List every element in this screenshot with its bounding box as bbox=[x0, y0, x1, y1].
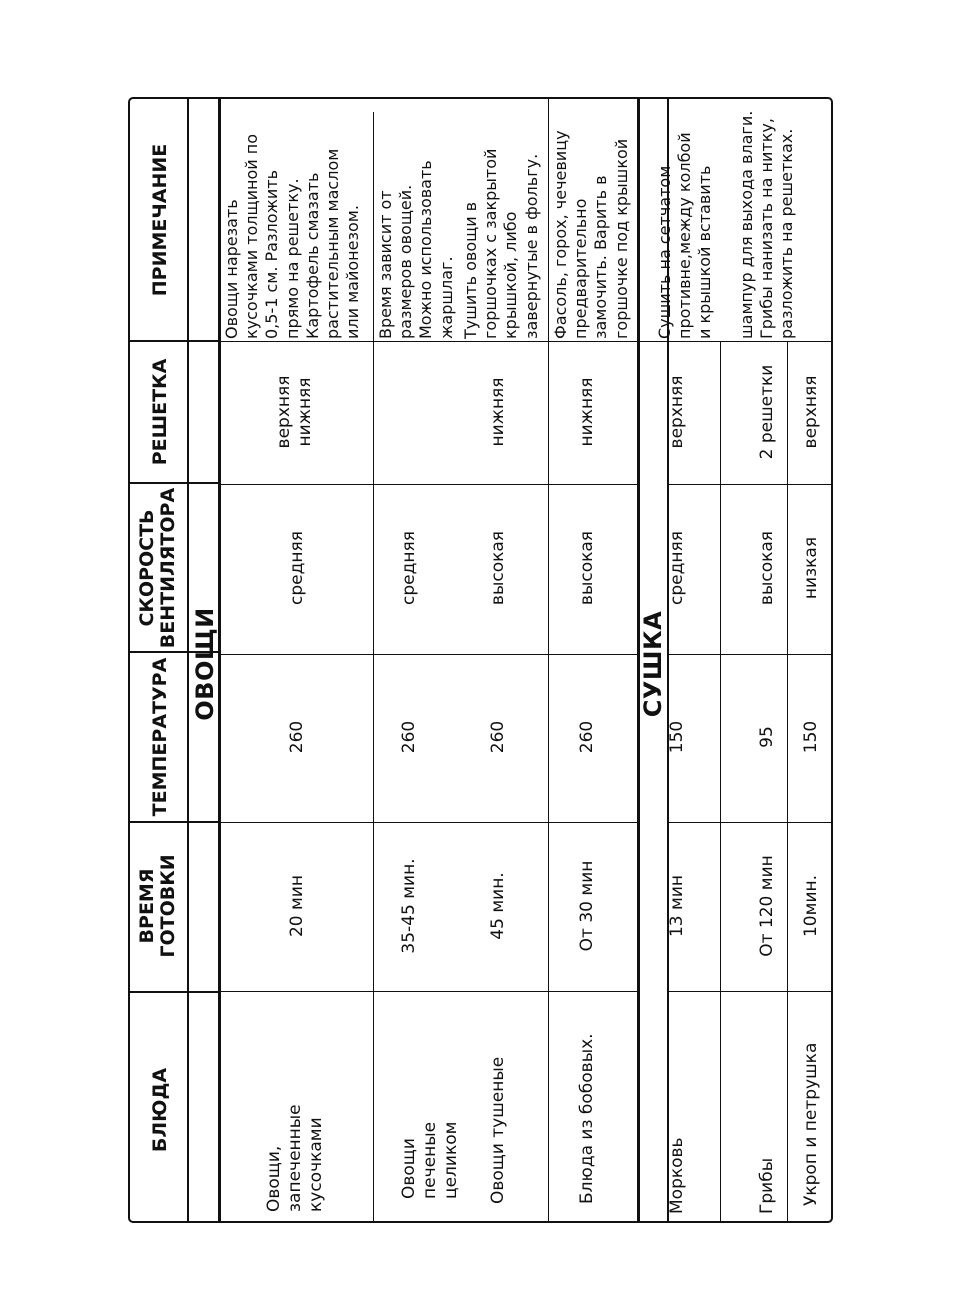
temperature-value: 95 bbox=[756, 726, 777, 748]
temperature-value: 260 bbox=[487, 720, 508, 754]
section-title-drying bbox=[638, 594, 668, 734]
row-divider bbox=[787, 341, 788, 1223]
rack-value: нижняя bbox=[295, 377, 315, 447]
table-cell-rack bbox=[799, 347, 823, 477]
rack-value: нижняя bbox=[576, 377, 597, 447]
temperature-value: 260 bbox=[398, 720, 419, 754]
table-cell-note bbox=[655, 101, 721, 339]
fan-value: низкая bbox=[800, 536, 821, 600]
column-divider bbox=[667, 991, 833, 992]
time-value: От 120 мин bbox=[756, 855, 777, 957]
table-cell-fan bbox=[665, 493, 689, 643]
table-cell-temperature bbox=[397, 662, 421, 812]
header-time bbox=[137, 826, 183, 986]
dish-line: Овощи bbox=[399, 1138, 419, 1199]
rack-value: верхняя bbox=[800, 375, 821, 449]
table-cell-fan bbox=[397, 493, 421, 643]
table-row-dish bbox=[755, 1104, 779, 1214]
note-line: Грибы нанизать на нитку, bbox=[757, 118, 777, 339]
note-line: завернутые в фольгу. bbox=[521, 153, 541, 339]
note-line: Фасоль, горох, чечевицу bbox=[551, 130, 570, 339]
dish-line: Блюда из бобовых. bbox=[576, 1033, 597, 1204]
note-line: разложить на решетках. bbox=[777, 128, 797, 339]
note-line: прямо на решетку. bbox=[282, 178, 302, 339]
column-divider bbox=[219, 654, 637, 655]
row-divider bbox=[720, 341, 721, 1223]
column-divider bbox=[130, 991, 219, 993]
note-line: Тушить овощи в bbox=[461, 201, 480, 339]
table-cell-temperature bbox=[285, 662, 309, 812]
note-line: размеров овощей. bbox=[396, 184, 416, 339]
dish-line: Овощи, bbox=[264, 1145, 284, 1212]
table-cell-note bbox=[461, 101, 547, 339]
table-cell-rack bbox=[665, 347, 689, 477]
time-value: От 30 мин bbox=[576, 860, 597, 952]
dish-line: Укроп и петрушка bbox=[800, 1042, 821, 1206]
table-cell-rack bbox=[575, 347, 599, 477]
note-line: кусочками толщиной по bbox=[242, 134, 262, 339]
column-divider bbox=[667, 822, 833, 823]
table-cell-fan bbox=[486, 493, 510, 643]
table-row-dish bbox=[399, 1053, 461, 1199]
rack-value: нижняя bbox=[487, 377, 508, 447]
table-cell-fan bbox=[799, 493, 823, 643]
header-temperature bbox=[145, 653, 175, 821]
note-line: горшочках с закрытой bbox=[481, 148, 501, 339]
row-divider bbox=[373, 112, 374, 1223]
note-line: Можно использовать bbox=[416, 160, 436, 339]
column-divider bbox=[130, 821, 219, 823]
section-drying-text: СУШКА bbox=[639, 610, 667, 718]
rack-value: верхняя bbox=[666, 375, 687, 449]
time-value: 20 мин bbox=[286, 874, 307, 938]
note-line: Картофель смазать bbox=[302, 172, 322, 339]
column-divider bbox=[219, 341, 833, 342]
dish-line: Грибы bbox=[756, 1157, 777, 1214]
table-cell-temperature bbox=[486, 662, 510, 812]
table-cell-note bbox=[737, 101, 803, 339]
table-cell-fan bbox=[285, 493, 309, 643]
table-cell-fan bbox=[575, 493, 599, 643]
header-note bbox=[145, 105, 175, 335]
fan-value: средняя bbox=[666, 531, 687, 605]
time-value: 45 мин. bbox=[487, 872, 508, 940]
header-time-line1: ВРЕМЯ bbox=[136, 868, 158, 944]
note-line: 0,5-1 см. Разложить bbox=[262, 169, 282, 339]
note-line: Овощи нарезать bbox=[222, 199, 241, 339]
column-divider bbox=[219, 484, 637, 485]
header-rack-text: РЕШЕТКА bbox=[148, 358, 171, 466]
table-row-dish bbox=[264, 1066, 330, 1212]
table-cell-rack bbox=[486, 347, 510, 477]
header-dish-text: БЛЮДА bbox=[148, 1067, 171, 1153]
table-cell-time bbox=[285, 831, 309, 981]
temperature-value: 150 bbox=[666, 720, 687, 754]
table-row-dish bbox=[799, 1016, 823, 1206]
note-line: замочить. Варить в bbox=[591, 175, 611, 339]
temperature-value: 150 bbox=[800, 720, 821, 754]
table-cell-note bbox=[376, 101, 462, 339]
header-divider bbox=[187, 99, 189, 1223]
fan-value: средняя bbox=[286, 531, 307, 605]
rack-value: 2 решетки bbox=[756, 364, 777, 460]
table-cell-time bbox=[799, 831, 823, 981]
dish-line: Овощи тушеные bbox=[487, 1056, 508, 1204]
header-time-line2: ГОТОВКИ bbox=[157, 854, 179, 958]
note-line: Сушить на сетчатом bbox=[655, 165, 674, 339]
temperature-value: 260 bbox=[576, 720, 597, 754]
dish-line: печеные целиком bbox=[420, 1121, 461, 1199]
table-cell-time bbox=[486, 831, 510, 981]
dish-line: Морковь bbox=[666, 1137, 687, 1214]
note-line: крышкой, либо bbox=[501, 211, 521, 339]
table-row-dish bbox=[665, 1084, 689, 1214]
time-value: 10мин. bbox=[800, 874, 821, 938]
column-divider bbox=[667, 654, 833, 655]
table-cell-temperature bbox=[755, 662, 779, 812]
dish-line: кусочками bbox=[306, 1117, 326, 1212]
header-fan-line1: СКОРОСТЬ bbox=[136, 509, 158, 627]
fan-value: высокая bbox=[576, 530, 597, 606]
table-cell-note bbox=[551, 101, 637, 339]
table-cell-time bbox=[665, 831, 689, 981]
table-cell-temperature bbox=[799, 662, 823, 812]
fan-value: средняя bbox=[398, 531, 419, 605]
cooking-table bbox=[128, 97, 833, 1223]
temperature-value: 260 bbox=[286, 720, 307, 754]
header-rack bbox=[145, 342, 175, 482]
header-fan-line2: ВЕНТИЛЯТОРА bbox=[157, 487, 179, 649]
table-cell-time bbox=[397, 831, 421, 981]
header-dish bbox=[140, 1020, 180, 1200]
table-cell-note bbox=[222, 101, 370, 339]
note-line: шампур для выхода влаги. bbox=[737, 110, 756, 339]
rack-value: верхняя bbox=[274, 375, 294, 449]
section-title-vegetables bbox=[190, 594, 220, 734]
header-note-text: ПРИМЕЧАНИЕ bbox=[148, 143, 171, 297]
column-divider bbox=[219, 991, 637, 992]
row-divider bbox=[548, 99, 549, 1223]
section-vegetables-text: ОВОЩИ bbox=[191, 607, 219, 721]
note-line: и крышкой вставить bbox=[695, 165, 715, 339]
table-cell-time bbox=[575, 831, 599, 981]
table-cell-temperature bbox=[575, 662, 599, 812]
table-cell-time bbox=[755, 831, 779, 981]
note-line: Время зависит от bbox=[376, 190, 395, 339]
fan-value: высокая bbox=[756, 530, 777, 606]
table-cell-rack bbox=[274, 347, 320, 477]
table-row-dish bbox=[486, 1054, 510, 1204]
note-line: горшочке под крышкой bbox=[611, 138, 631, 339]
table-cell-rack bbox=[755, 347, 779, 477]
table-cell-fan bbox=[755, 493, 779, 643]
time-value: 35-45 мин. bbox=[398, 858, 419, 954]
fan-value: высокая bbox=[487, 530, 508, 606]
table-cell-temperature bbox=[665, 662, 689, 812]
column-divider bbox=[219, 822, 637, 823]
time-value: 13 мин bbox=[666, 874, 687, 938]
note-line: противне,между колбой bbox=[675, 132, 695, 339]
dish-line: запеченные bbox=[285, 1104, 305, 1212]
header-temperature-text: ТЕМПЕРАТУРА bbox=[148, 657, 171, 817]
header-fan-speed bbox=[137, 484, 183, 652]
note-line: или майонезом. bbox=[343, 205, 363, 339]
note-line: растительным маслом bbox=[323, 148, 343, 339]
note-line: жаршлаг. bbox=[436, 256, 456, 339]
note-line: предварительно bbox=[571, 198, 591, 339]
column-divider bbox=[667, 484, 833, 485]
table-row-dish bbox=[575, 994, 599, 1204]
